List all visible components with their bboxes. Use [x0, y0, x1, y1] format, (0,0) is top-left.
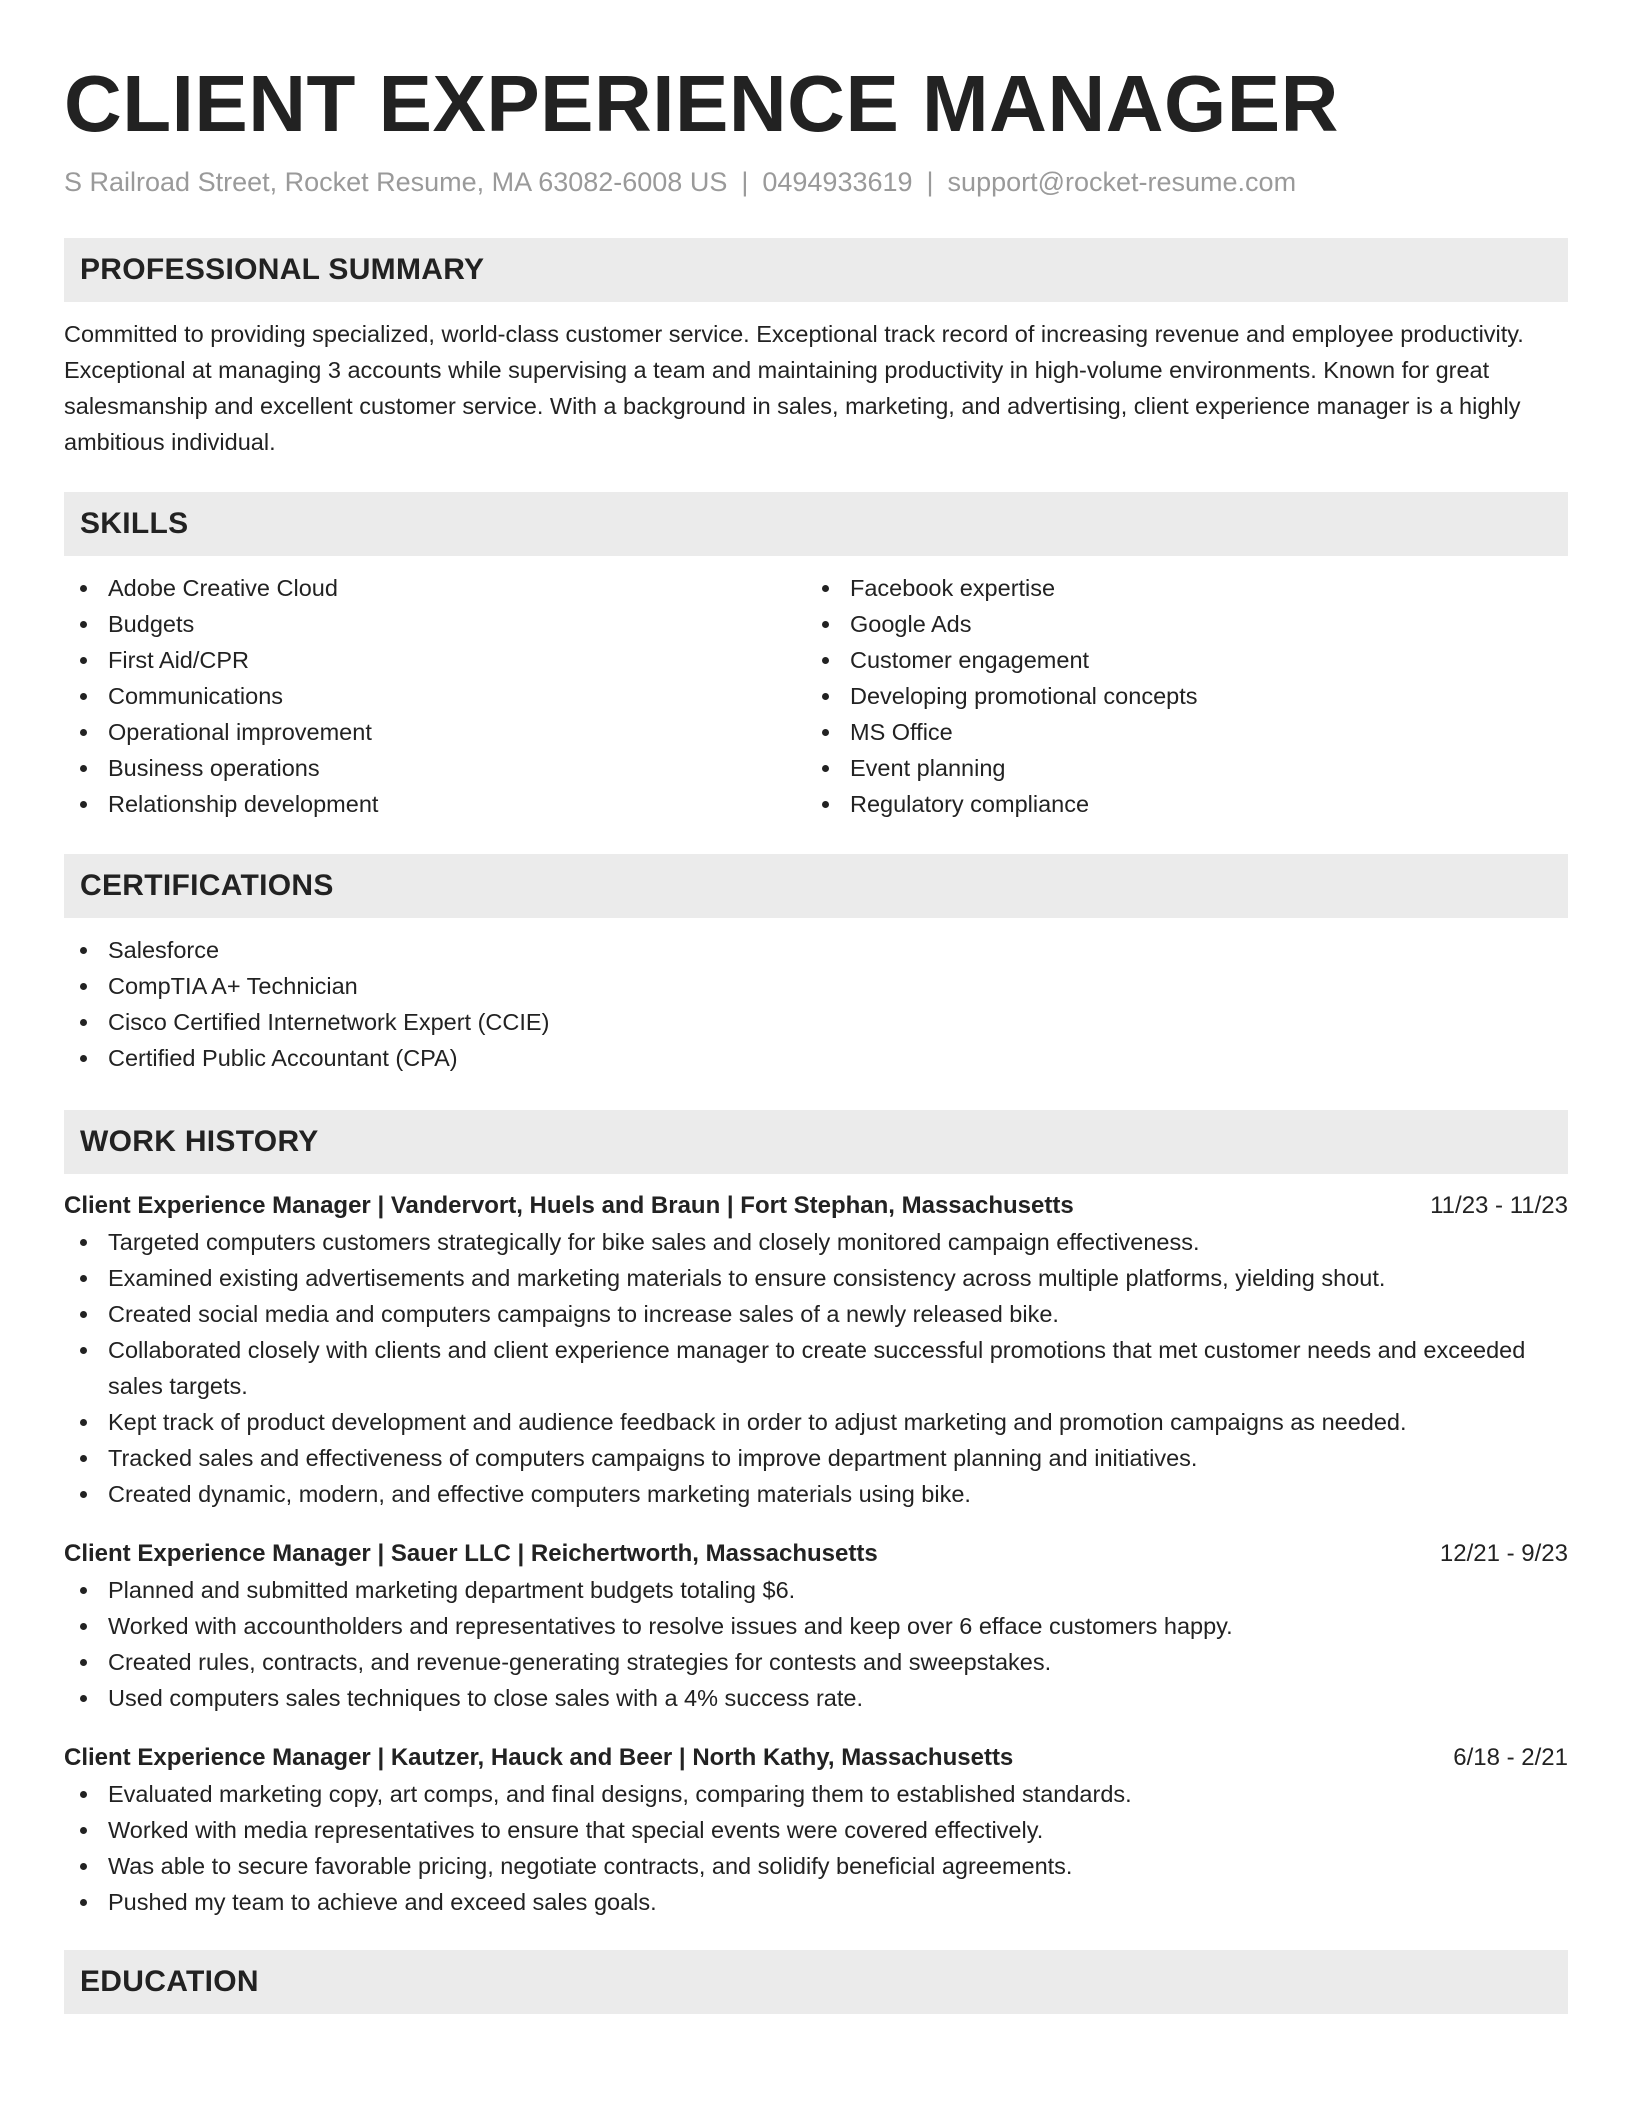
- job-header: [64, 1188, 1568, 1224]
- skill-item: Facebook expertise: [806, 570, 1548, 606]
- skill-item: Operational improvement: [64, 714, 806, 750]
- skill-item: MS Office: [806, 714, 1548, 750]
- contact-separator: |: [926, 167, 934, 197]
- contact-phone: 0494933619: [762, 167, 913, 197]
- job-bullet: Kept track of product development and audience feedback in order to adjust marketing and promotion campaigns as needed.: [64, 1404, 1568, 1440]
- job-header: [64, 1740, 1568, 1776]
- job-title: Client Experience Manager | Sauer LLC | Reichertworth, Massachusetts: [64, 1540, 878, 1567]
- skills-column-left: [64, 570, 806, 822]
- skill-item: Budgets: [64, 606, 806, 642]
- job-bullets: [64, 1776, 1568, 1920]
- job-bullet: Created rules, contracts, and revenue-generating strategies for contests and sweepstakes.: [64, 1644, 1568, 1680]
- job-bullet: Tracked sales and effectiveness of computers campaigns to improve department planning and initiatives.: [64, 1440, 1568, 1476]
- skill-item: Adobe Creative Cloud: [64, 570, 806, 606]
- skill-item: Developing promotional concepts: [806, 678, 1548, 714]
- skills-list-right: [806, 570, 1548, 822]
- certifications-list: [64, 932, 1568, 1076]
- contact-line: [64, 164, 1568, 200]
- contact-email: support@rocket-resume.com: [947, 167, 1297, 197]
- job-bullet: Collaborated closely with clients and client experience manager to create successful promotions that met customer needs and exceeded sales targets.: [64, 1332, 1568, 1404]
- skills-grid: [64, 570, 1568, 822]
- job-entry: [64, 1188, 1568, 1512]
- skills-list-left: [64, 570, 806, 822]
- job-title: Client Experience Manager | Kautzer, Hauck and Beer | North Kathy, Massachusetts: [64, 1744, 1014, 1771]
- contact-separator: |: [741, 167, 749, 197]
- skill-item: Business operations: [64, 750, 806, 786]
- job-bullet: Worked with media representatives to ensure that special events were covered effectively.: [64, 1812, 1568, 1848]
- job-bullet: Worked with accountholders and representatives to resolve issues and keep over 6 efface customers happy.: [64, 1608, 1568, 1644]
- skill-item: Google Ads: [806, 606, 1548, 642]
- summary-heading: PROFESSIONAL SUMMARY: [64, 238, 1568, 302]
- job-bullet: Examined existing advertisements and marketing materials to ensure consistency across multiple platforms, yielding shout.: [64, 1260, 1568, 1296]
- skills-heading: SKILLS: [64, 492, 1568, 556]
- certification-item: Cisco Certified Internetwork Expert (CCIE): [64, 1004, 1568, 1040]
- resume-page: [64, 0, 1568, 2014]
- work-history-heading: WORK HISTORY: [64, 1110, 1568, 1174]
- job-title: Client Experience Manager | Vandervort, Huels and Braun | Fort Stephan, Massachusetts: [64, 1192, 1074, 1219]
- certification-item: Salesforce: [64, 932, 1568, 968]
- skill-item: Customer engagement: [806, 642, 1548, 678]
- certification-item: Certified Public Accountant (CPA): [64, 1040, 1568, 1076]
- job-bullet: Planned and submitted marketing department budgets totaling $6.: [64, 1572, 1568, 1608]
- job-dates: 6/18 - 2/21: [1453, 1744, 1568, 1771]
- job-bullets: [64, 1572, 1568, 1716]
- certifications-heading: CERTIFICATIONS: [64, 854, 1568, 918]
- skill-item: Regulatory compliance: [806, 786, 1548, 822]
- skill-item: Event planning: [806, 750, 1548, 786]
- skills-column-right: [806, 570, 1548, 822]
- education-heading: EDUCATION: [64, 1950, 1568, 2014]
- summary-text: Committed to providing specialized, world-class customer service. Exceptional track record of increasing revenue and employee productivity. Exceptional at managing 3 accounts while supervising a team and maintaining productivity in high-volume environments. Known for great salesmanship and excellent customer service. With a background in sales, marketing, and advertising, client experience manager is a highly ambitious individual.: [64, 321, 1524, 455]
- skill-item: Communications: [64, 678, 806, 714]
- skill-item: First Aid/CPR: [64, 642, 806, 678]
- job-bullet: Targeted computers customers strategically for bike sales and closely monitored campaign effectiveness.: [64, 1224, 1568, 1260]
- job-entry: [64, 1740, 1568, 1920]
- job-dates: 12/21 - 9/23: [1439, 1540, 1568, 1567]
- candidate-name: CLIENT EXPERIENCE MANAGER: [64, 59, 1339, 148]
- contact-address: S Railroad Street, Rocket Resume, MA 63082-6008 US: [64, 167, 728, 197]
- job-bullet: Created dynamic, modern, and effective computers marketing materials using bike.: [64, 1476, 1568, 1512]
- certification-item: CompTIA A+ Technician: [64, 968, 1568, 1004]
- job-bullet: Pushed my team to achieve and exceed sales goals.: [64, 1884, 1568, 1920]
- skill-item: Relationship development: [64, 786, 806, 822]
- job-header: [64, 1536, 1568, 1572]
- job-bullet: Was able to secure favorable pricing, negotiate contracts, and solidify beneficial agreements.: [64, 1848, 1568, 1884]
- job-bullet: Used computers sales techniques to close sales with a 4% success rate.: [64, 1680, 1568, 1716]
- job-dates: 11/23 - 11/23: [1430, 1192, 1568, 1219]
- job-bullets: [64, 1224, 1568, 1512]
- job-bullet: Created social media and computers campaigns to increase sales of a newly released bike.: [64, 1296, 1568, 1332]
- job-bullet: Evaluated marketing copy, art comps, and final designs, comparing them to established standards.: [64, 1776, 1568, 1812]
- job-entry: [64, 1536, 1568, 1716]
